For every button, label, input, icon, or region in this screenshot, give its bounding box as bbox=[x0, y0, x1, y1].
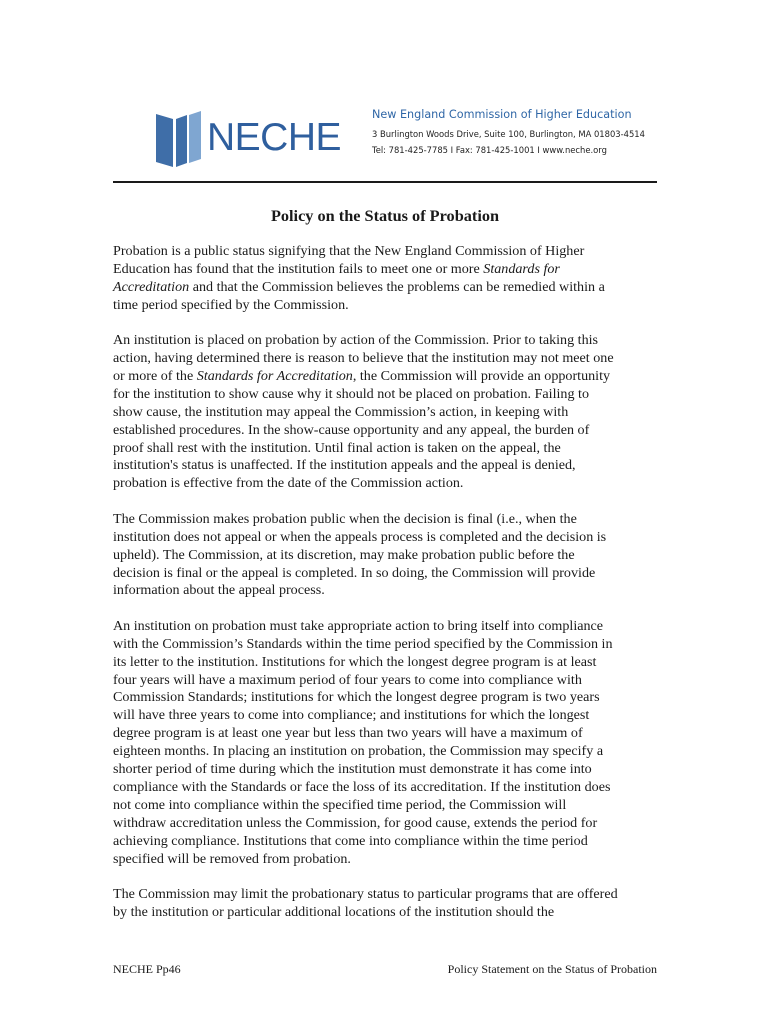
paragraph-line bbox=[113, 761, 657, 779]
text-segment: probation is effective from the date of the Commission action. bbox=[113, 475, 464, 492]
text-segment: time period specified by the Commission. bbox=[113, 296, 349, 313]
paragraph-line bbox=[113, 833, 657, 851]
text-segment: Commission Standards; institutions for which the longest degree program is two years bbox=[113, 689, 600, 706]
paragraph-line bbox=[113, 529, 657, 547]
text-segment: four years will have a maximum period of four years to come into compliance with bbox=[113, 671, 582, 688]
text-segment: or more of the bbox=[113, 367, 197, 384]
text-segment: for the institution to show cause why it should not be placed on probation. Failing to bbox=[113, 385, 589, 402]
italic-text: Standards for bbox=[483, 260, 560, 277]
paragraph-line bbox=[113, 279, 657, 297]
text-segment: eighteen months. In placing an institution on probation, the Commission may specify a bbox=[113, 743, 604, 760]
italic-text: Accreditation bbox=[113, 278, 190, 295]
paragraph-line bbox=[113, 440, 657, 458]
org-name: New England Commission of Higher Education bbox=[372, 108, 632, 121]
text-segment: upheld). The Commission, at its discretion, may make probation public before the bbox=[113, 546, 575, 563]
paragraph-line bbox=[113, 725, 657, 743]
paragraph-line bbox=[113, 636, 657, 654]
text-segment: will have three years to come into compliance; and institutions for which the longest bbox=[113, 707, 590, 724]
paragraph bbox=[113, 886, 657, 922]
paragraph-line bbox=[113, 851, 657, 869]
text-segment: The Commission may limit the probationary status to particular programs that are offered bbox=[113, 886, 618, 902]
paragraph-line bbox=[113, 404, 657, 422]
text-segment: Probation is a public status signifying that the New England Commission of Higher bbox=[113, 243, 585, 259]
paragraph-line bbox=[113, 618, 657, 636]
text-segment: by the institution or particular additional locations of the institution should the bbox=[113, 903, 555, 920]
paragraph-line bbox=[113, 779, 657, 797]
text-segment: , the Commission will provide an opportunity bbox=[352, 367, 611, 384]
text-segment: and that the Commission believes the problems can be remedied within a bbox=[189, 278, 605, 295]
page-footer bbox=[113, 962, 657, 980]
paragraph-line bbox=[113, 332, 657, 350]
paragraph-line bbox=[113, 565, 657, 583]
text-segment: its letter to the institution. Institutions for which the longest degree program is at least bbox=[113, 653, 597, 670]
text-segment: information about the appeal process. bbox=[113, 582, 325, 599]
text-segment: institution does not appeal or when the appeals process is completed and the decision is bbox=[113, 528, 607, 545]
text-segment: The Commission makes probation public when the decision is final (i.e., when the bbox=[113, 510, 577, 527]
footer-doc-title: Policy Statement on the Status of Probation bbox=[447, 962, 657, 976]
text-segment: decision is final or the appeal is completed. In so doing, the Commission will provide bbox=[113, 564, 596, 581]
text-segment: institution's status is unaffected. If the institution appeals and the appeal is denied, bbox=[113, 457, 576, 474]
paragraph-line bbox=[113, 457, 657, 475]
paragraph-line bbox=[113, 707, 657, 725]
paragraph bbox=[113, 618, 657, 869]
org-address: 3 Burlington Woods Drive, Suite 100, Burlington, MA 01803-4514 bbox=[372, 129, 645, 139]
org-contact-line: Tel: 781-425-7785 I Fax: 781-425-1001 I www.neche.org bbox=[372, 145, 607, 155]
paragraph-line bbox=[113, 815, 657, 833]
italic-text: Standards for Accreditation bbox=[196, 367, 353, 384]
paragraph-line bbox=[113, 511, 657, 529]
logo-wordmark: NECHE bbox=[207, 116, 342, 159]
header-divider bbox=[113, 181, 657, 183]
text-segment: achieving compliance. Institutions that come into compliance within the time period bbox=[113, 832, 588, 849]
paragraph-line bbox=[113, 797, 657, 815]
text-segment: specified will be removed from probation. bbox=[113, 850, 351, 867]
neche-logo bbox=[154, 108, 342, 168]
contact-block bbox=[372, 108, 645, 156]
paragraph-line bbox=[113, 297, 657, 315]
paragraph-line bbox=[113, 422, 657, 440]
paragraph-list bbox=[113, 243, 657, 922]
paragraph-line bbox=[113, 386, 657, 404]
paragraph-line bbox=[113, 672, 657, 690]
paragraph-line bbox=[113, 582, 657, 600]
text-segment: An institution on probation must take appropriate action to bring itself into compliance bbox=[113, 617, 604, 634]
text-segment: Education has found that the institution fails to meet one or more bbox=[113, 260, 484, 277]
paragraph-line bbox=[113, 350, 657, 368]
paragraph-line bbox=[113, 689, 657, 707]
text-segment: established procedures. In the show-cause opportunity and any appeal, the burden of bbox=[113, 421, 590, 438]
paragraph-line bbox=[113, 547, 657, 565]
paragraph-line bbox=[113, 261, 657, 279]
text-segment: show cause, the institution may appeal the Commission’s action, in keeping with bbox=[113, 403, 569, 420]
page-title: Policy on the Status of Probation bbox=[270, 206, 500, 225]
text-segment: An institution is placed on probation by action of the Commission. Prior to taking this bbox=[113, 332, 599, 349]
text-segment: compliance with the Standards or face the loss of its accreditation. If the institution does bbox=[113, 778, 611, 795]
paragraph-line bbox=[113, 243, 657, 261]
text-segment: proof shall rest with the institution. Until final action is taken on the appeal, the bbox=[113, 439, 561, 456]
paragraph bbox=[113, 243, 657, 315]
text-segment: not come into compliance within the specified time period, the Commission will bbox=[113, 796, 567, 813]
paragraph bbox=[113, 332, 657, 493]
paragraph-line bbox=[113, 654, 657, 672]
text-segment: action, having determined there is reason to believe that the institution may not meet one bbox=[113, 350, 614, 367]
footer-doc-id: NECHE Pp46 bbox=[113, 962, 181, 976]
text-segment: degree program is at least one year but less than two years will have a maximum of bbox=[113, 725, 583, 742]
paragraph-line bbox=[113, 904, 657, 922]
book-icon bbox=[154, 110, 204, 168]
paragraph-line bbox=[113, 475, 657, 493]
paragraph-line bbox=[113, 886, 657, 904]
paragraph-line bbox=[113, 743, 657, 761]
paragraph-line bbox=[113, 368, 657, 386]
document-body bbox=[113, 206, 657, 939]
text-segment: shorter period of time during which the institution must demonstrate it has come into bbox=[113, 761, 592, 778]
paragraph bbox=[113, 511, 657, 601]
text-segment: with the Commission’s Standards within the time period specified by the Commission in bbox=[113, 635, 613, 652]
text-segment: withdraw accreditation unless the Commission, for good cause, extends the period for bbox=[113, 814, 598, 831]
